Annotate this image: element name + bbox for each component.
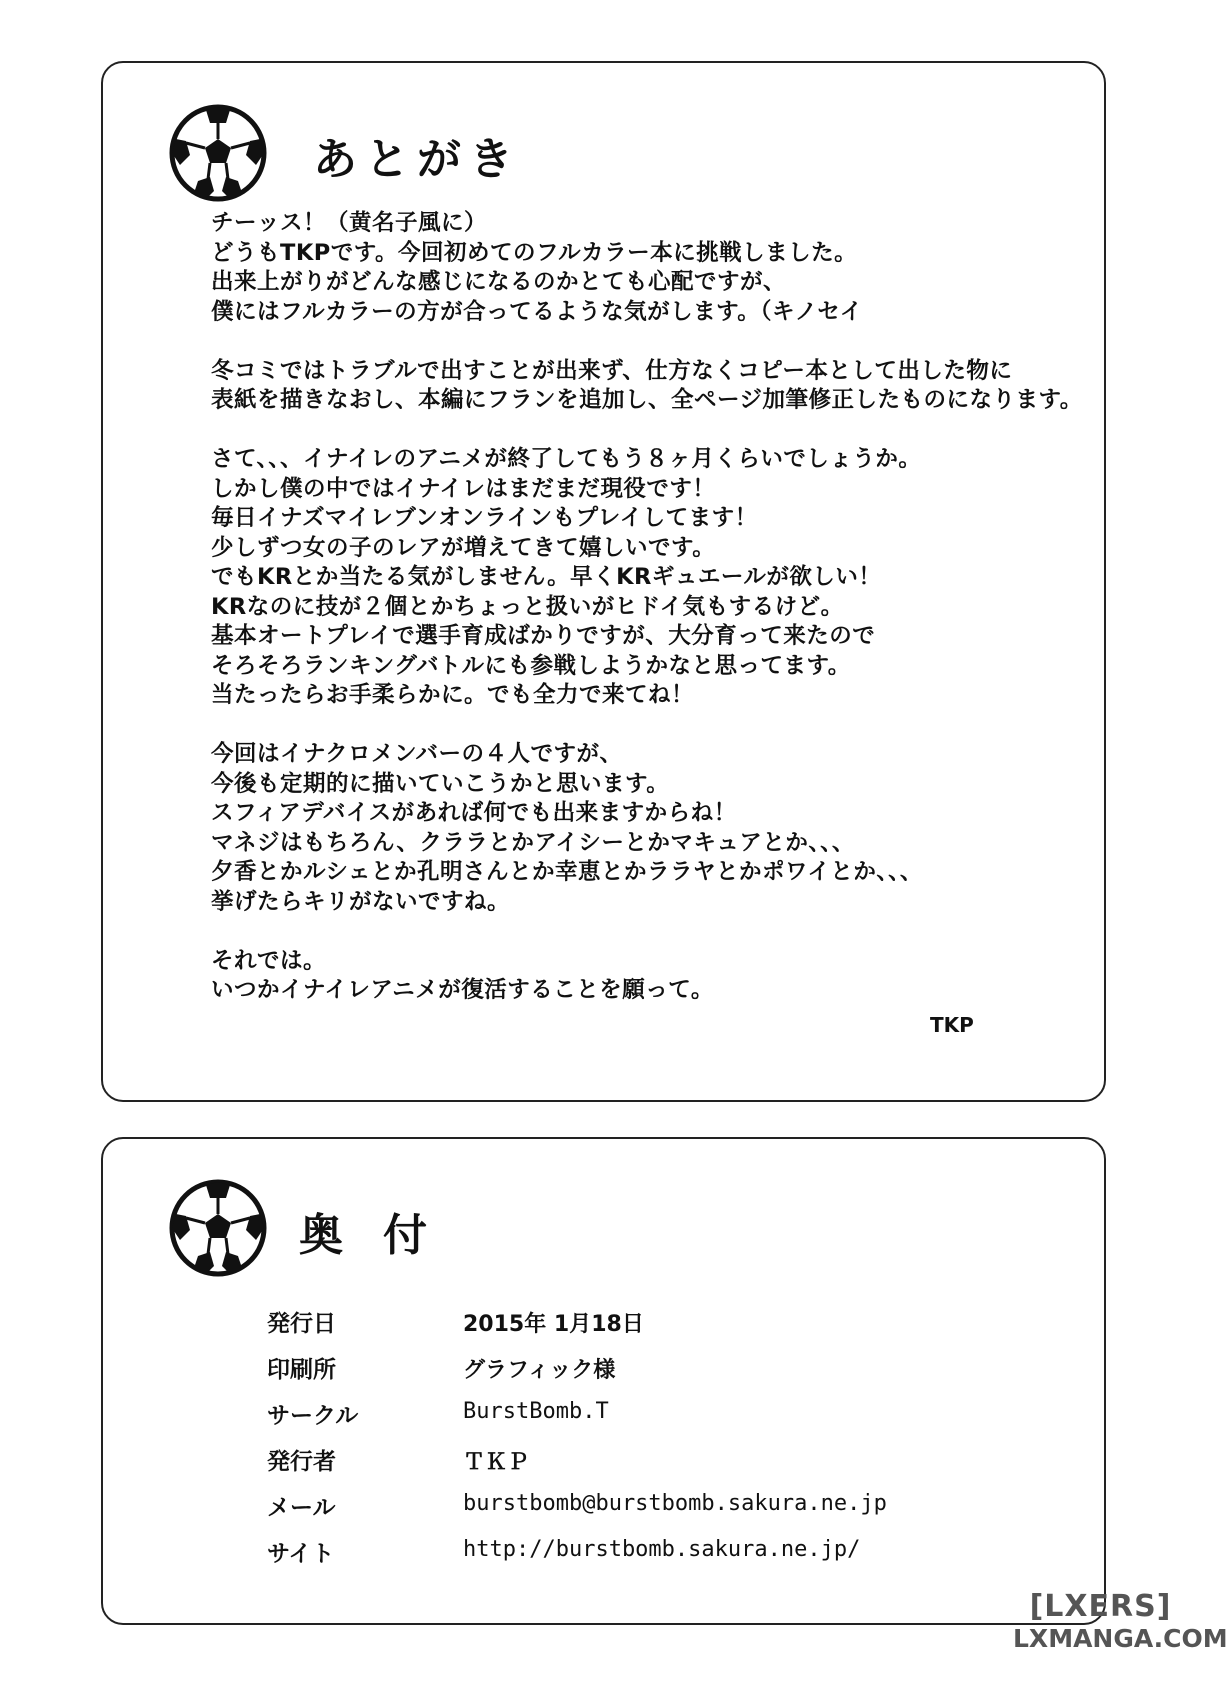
afterword-line: 少しずつ女の子のレアが増えてきて嬉しいです。 <box>211 534 716 561</box>
paragraph-gap <box>211 416 1091 446</box>
colophon-value: グラフィック様 <box>463 1358 616 1383</box>
afterword-line: マネジはもちろん、クララとかアイシーとかマキュアとか、、、 <box>211 829 855 856</box>
afterword-line: 出来上がりがどんな感じになるのかとても心配ですが、 <box>211 269 787 295</box>
afterword-line: 僕にはフルカラーの方が合ってるような気がします。（キノセイ <box>211 298 863 325</box>
afterword-line: 毎日イナズマイレブンオンラインもプレイしてます！ <box>211 505 758 531</box>
afterword-line: 表紙を描きなおし、本編にフランを追加し、全ページ加筆修正したものになります。 <box>211 387 1083 413</box>
colophon-value: http://burstbomb.sakura.ne.jp/ <box>463 1537 861 1562</box>
afterword-line: それでは。 <box>211 947 327 974</box>
afterword-line: KRなのに技が２個とかちょっと扱いがヒドイ気もするけど。 <box>211 593 844 620</box>
afterword-line: いつかイナイレアニメが復活することを願って。 <box>211 977 714 1003</box>
afterword-body <box>211 209 1091 1006</box>
afterword-panel <box>101 61 1106 1102</box>
afterword-line: そろそろランキングバトルにも参戦しようかなと思ってます。 <box>211 652 851 679</box>
author-signature: TKP <box>930 1013 974 1037</box>
soccer-ball-icon <box>168 103 268 203</box>
colophon-label: 印刷所 <box>267 1357 336 1383</box>
colophon-label: サイト <box>267 1541 335 1567</box>
afterword-line: 当たったらお手柔らかに。でも全力で来てね！ <box>211 682 695 708</box>
afterword-line: どうもTKPです。今回初めてのフルカラー本に挑戦しました。 <box>211 239 858 266</box>
colophon-label: 発行日 <box>267 1311 336 1337</box>
watermark-top: [LXERS] <box>1029 1589 1172 1624</box>
afterword-line: 冬コミではトラブルで出すことが出来ず、仕方なくコピー本として出した物に <box>211 357 1013 384</box>
afterword-line: 夕香とかルシェとか孔明さんとか幸恵とかララヤとかポワイとか、、、 <box>211 859 923 885</box>
afterword-line: 今回はイナクロメンバーの４人ですが、 <box>211 741 623 767</box>
colophon-value: burstbomb@burstbomb.sakura.ne.jp <box>463 1491 887 1516</box>
soccer-ball-icon <box>168 1178 268 1278</box>
afterword-line: でもKRとか当たる気がしません。早くKRギュエールが欲しい！ <box>211 564 882 590</box>
paragraph-gap <box>211 917 1091 947</box>
site-watermark <box>1013 1589 1228 1654</box>
paragraph-gap <box>211 711 1091 741</box>
afterword-line: しかし僕の中ではイナイレはまだまだ現役です！ <box>211 475 716 502</box>
paragraph-gap <box>211 327 1091 357</box>
afterword-line: スフィアデバイスがあれば何でも出来ますからね！ <box>211 800 737 826</box>
colophon-label: サークル <box>267 1403 359 1429</box>
colophon-label: 発行者 <box>267 1449 336 1475</box>
afterword-title: あとがき <box>313 134 521 185</box>
colophon-label: メール <box>267 1495 336 1521</box>
afterword-line: 基本オートプレイで選手育成ばかりですが、大分育って来たので <box>211 623 876 649</box>
colophon-value: ＴＫＰ <box>463 1450 530 1475</box>
colophon-value: 2015年 1月18日 <box>463 1312 644 1337</box>
afterword-line: 挙げたらキリがないですね。 <box>211 888 511 915</box>
colophon-title: 奥付 <box>299 1210 467 1261</box>
watermark-bottom: LXMANGA.COM <box>1013 1624 1228 1653</box>
afterword-line: チーッス！（黄名子風に） <box>211 210 488 236</box>
colophon-panel <box>101 1137 1106 1625</box>
afterword-line: 今後も定期的に描いていこうかと思います。 <box>211 770 670 797</box>
afterword-line: さて、、、イナイレのアニメが終了してもう８ヶ月くらいでしょうか。 <box>211 446 922 472</box>
colophon-value: BurstBomb.T <box>463 1399 609 1424</box>
